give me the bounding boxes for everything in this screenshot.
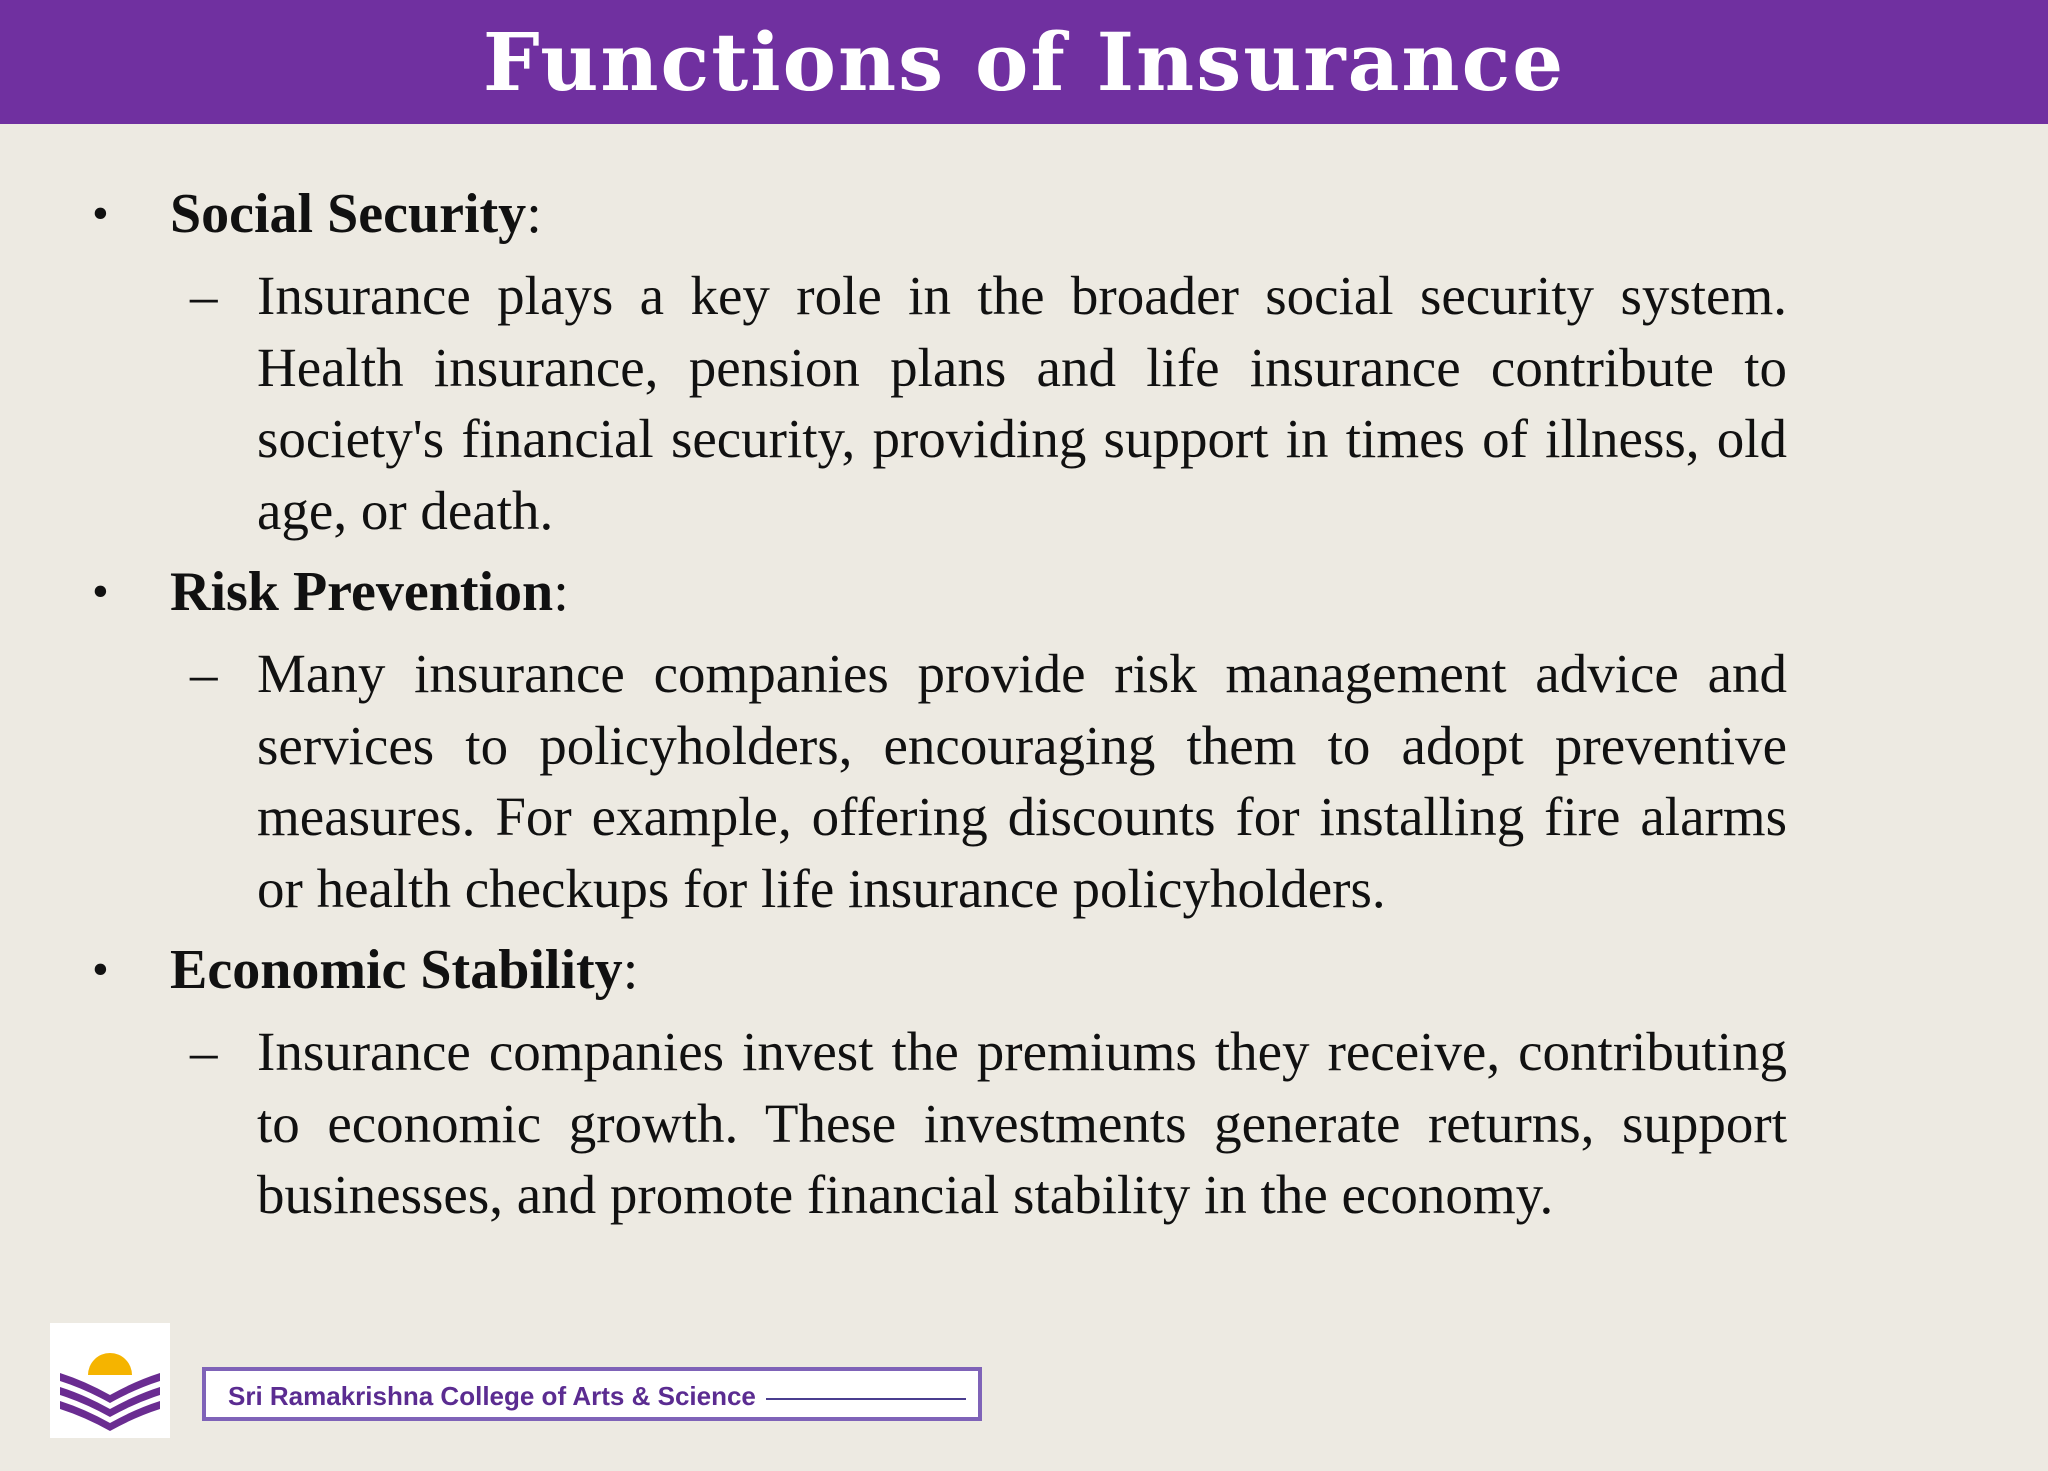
sub-bullet-text: Insurance plays a key role in the broader social security system. Health insurance, pension plans and life insurance contribute to society's financial security, providing support in times of illness, old age, or death. xyxy=(257,265,1787,541)
bullet-marker: • xyxy=(92,943,109,996)
sub-bullet-social-security xyxy=(92,260,1787,546)
sub-bullet-economic-stability xyxy=(92,1016,1787,1231)
sub-bullet-text: Many insurance companies provide risk management advice and services to policyholders, encouraging them to adopt preventive measures. For example, offering discounts for installing fire alarms or health checkups for life insurance policyholders. xyxy=(257,643,1787,919)
slide-content xyxy=(92,168,1952,1231)
title-bar xyxy=(0,0,2048,124)
bullet-marker: • xyxy=(92,565,109,618)
bullet-colon: : xyxy=(553,561,569,623)
sub-bullet-risk-prevention xyxy=(92,638,1787,924)
college-banner xyxy=(202,1367,982,1421)
banner-underline xyxy=(766,1398,966,1400)
bullet-social-security xyxy=(92,178,1952,250)
page-title: Functions of Insurance xyxy=(482,15,1566,109)
dash-marker: – xyxy=(190,1021,218,1082)
bullet-risk-prevention xyxy=(92,556,1952,628)
bullet-marker: • xyxy=(92,187,109,240)
dash-marker: – xyxy=(190,643,218,704)
dash-marker: – xyxy=(190,265,218,326)
college-name: Sri Ramakrishna College of Arts & Science xyxy=(228,1381,756,1411)
bullet-heading: Economic Stability xyxy=(170,939,623,1001)
bullet-colon: : xyxy=(622,939,639,1001)
sub-bullet-text: Insurance companies invest the premiums they receive, contributing to economic growth. These investments generate returns, support businesses, and promote financial stability in the economy. xyxy=(257,1021,1787,1225)
bullet-heading: Risk Prevention xyxy=(170,561,554,623)
bullet-colon: : xyxy=(526,183,542,245)
bullet-heading: Social Security xyxy=(170,183,527,245)
book-sun-logo-icon xyxy=(50,1323,170,1438)
bullet-economic-stability xyxy=(92,934,1952,1006)
